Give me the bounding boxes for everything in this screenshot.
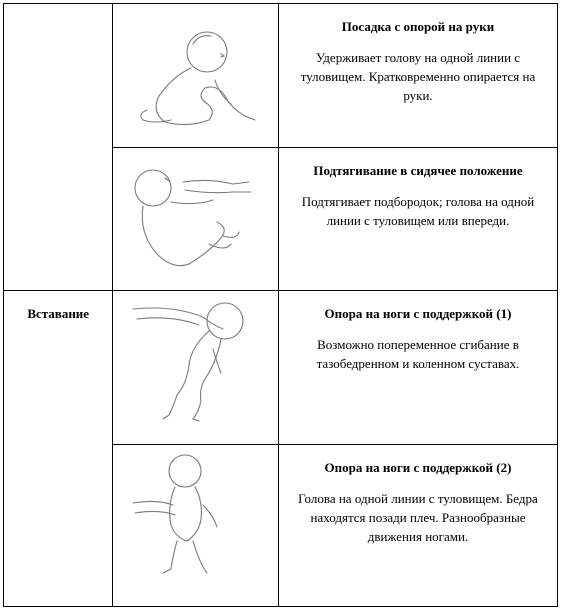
description-cell: [278, 291, 557, 445]
row-description: Подтягивает подбородок; голова на одной линии с туловищем или впереди.: [301, 194, 535, 228]
illustration-cell: [113, 148, 279, 291]
category-cell: [4, 291, 113, 607]
illustration-cell: [113, 445, 279, 607]
row-title: Подтягивание в сидячее положение: [313, 163, 523, 178]
category-label: Вставание: [27, 306, 90, 321]
milestones-table: [3, 3, 558, 607]
table-row: [4, 4, 558, 148]
table-row: [4, 291, 558, 445]
row-title: Опора на ноги с поддержкой (2): [324, 460, 512, 475]
row-description: Голова на одной линии с туловищем. Бедра находятся позади плеч. Разнообразные движения ногами.: [298, 491, 538, 544]
description-cell: [278, 4, 557, 148]
baby-pull-to-sit-illustration: [113, 148, 277, 290]
illustration-cell: [113, 4, 279, 148]
row-title: Опора на ноги с поддержкой (1): [324, 306, 512, 321]
row-description: Удерживает голову на одной линии с туловищем. Кратковременно опирается на руки.: [300, 50, 536, 103]
category-label: [4, 4, 112, 19]
description-cell: [278, 445, 557, 607]
baby-standing-supported-1-illustration: [113, 291, 277, 433]
row-title: Посадка с опорой на руки: [341, 19, 495, 34]
row-description: Возможно попеременное сгибание в тазобедренном и коленном суставах.: [316, 337, 520, 371]
baby-sitting-illustration: [113, 4, 277, 146]
category-cell: [4, 4, 113, 291]
illustration-cell: [113, 291, 279, 445]
description-cell: [278, 148, 557, 291]
baby-standing-supported-2-illustration: [113, 445, 277, 587]
